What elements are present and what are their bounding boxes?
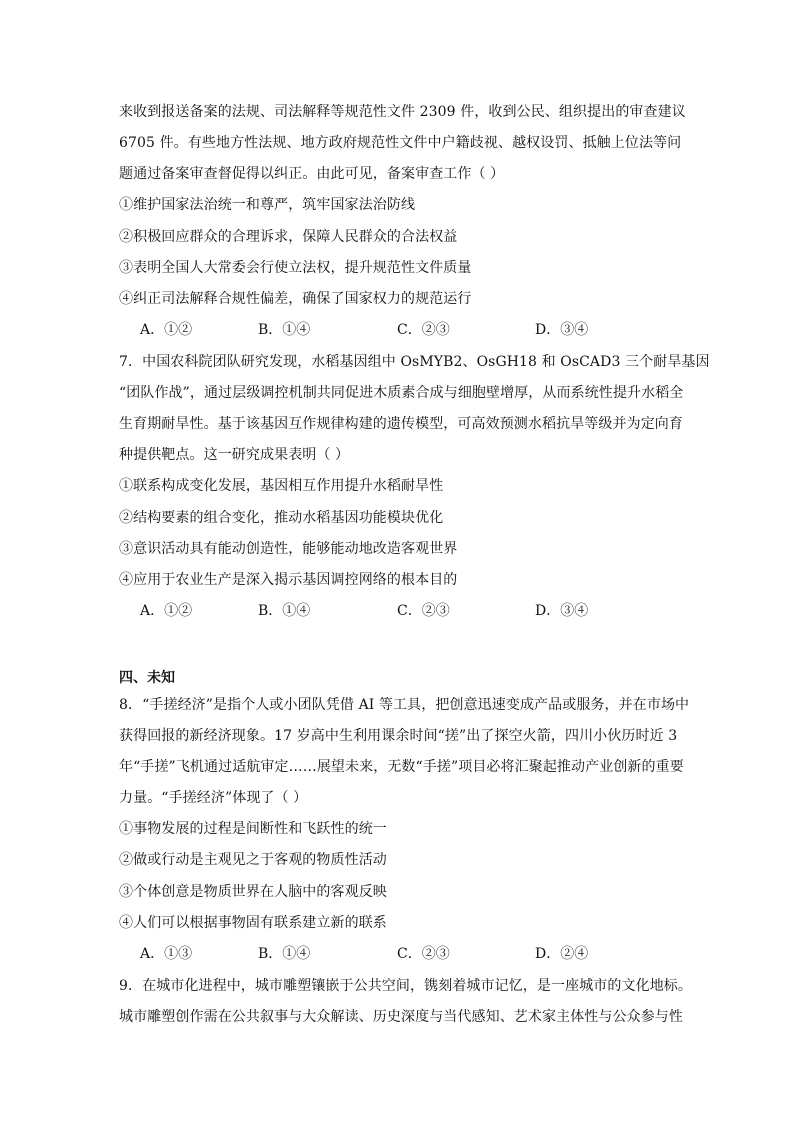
q7-option-d: D．③④ — [535, 603, 589, 619]
q8-stem-line-1: 8．“手搓经济”是指个人或小团队凭借 AI 等工具，把创意迅速变成产品或服务，并在市场中 — [119, 697, 690, 713]
q7-stem-line-3: 生育期耐旱性。基于该基因互作规律构建的遗传模型，可高效预测水稻抗旱等级并为定向育 — [119, 416, 683, 432]
q8-statement-3: ③个体创意是物质世界在人脑中的客观反映 — [119, 884, 387, 900]
q7-stem-line-1: 7．中国农科院团队研究发现，水稻基因组中 OsMYB2、OsGH18 和 OsCAD3 三个耐旱基因 — [119, 354, 710, 370]
q8-statement-1: ①事物发展的过程是间断性和飞跃性的统一 — [119, 821, 387, 837]
q6-statement-1: ①维护国家法治统一和尊严，筑牢国家法治防线 — [119, 197, 416, 213]
q7-option-c: C．②③ — [397, 603, 450, 619]
q7-statement-1: ①联系构成变化发展，基因相互作用提升水稻耐旱性 — [119, 478, 444, 494]
q8-stem-line-2: 获得回报的新经济现象。17 岁高中生利用课余时间“搓”出了探空火箭，四川小伙历时近 3 — [119, 728, 678, 744]
q7-stem-line-4: 种提供靶点。这一研究成果表明（ ） — [119, 447, 350, 463]
q6-statement-2: ②积极回应群众的合理诉求，保障人民群众的合法权益 — [119, 229, 458, 245]
q6-stem-line-3: 题通过备案审查督促得以纠正。由此可见，备案审查工作（ ） — [119, 166, 505, 182]
q6-stem-line-2: 6705 件。有些地方性法规、地方政府规范性文件中户籍歧视、越权设罚、抵触上位法等问 — [119, 135, 682, 151]
q8-option-a: A．①③ — [140, 946, 193, 962]
q7-stem-line-2: “团队作战”，通过层级调控机制共同促进木质素合成与细胞壁增厚，从而系统性提升水稻全 — [119, 385, 684, 401]
q8-option-d: D．②④ — [535, 946, 589, 962]
q6-statement-4: ④纠正司法解释合规性偏差，确保了国家权力的规范运行 — [119, 291, 472, 307]
q7-statement-3: ③意识活动具有能动创造性，能够能动地改造客观世界 — [119, 541, 458, 557]
q6-statement-3: ③表明全国人大常委会行使立法权，提升规范性文件质量 — [119, 260, 472, 276]
q7-option-b: B．①④ — [258, 603, 311, 619]
q6-stem-line-1: 来收到报送备案的法规、司法解释等规范性文件 2309 件，收到公民、组织提出的审查建议 — [119, 104, 686, 120]
q8-statement-2: ②做或行动是主观见之于客观的物质性活动 — [119, 852, 387, 868]
q6-option-c: C．②③ — [397, 322, 450, 338]
q7-statement-2: ②结构要素的组合变化，推动水稻基因功能模块优化 — [119, 510, 444, 526]
q7-statement-4: ④应用于农业生产是深入揭示基因调控网络的根本目的 — [119, 572, 458, 588]
q6-option-a: A．①② — [140, 322, 193, 338]
q8-stem-line-3: 年“手搓”飞机通过适航审定……展望未来，无数“手搓”项目必将汇聚起推动产业创新的重要 — [119, 759, 684, 775]
q9-stem-line-2: 城市雕塑创作需在公共叙事与大众解读、历史深度与当代感知、艺术家主体性与公众参与性 — [119, 1009, 683, 1025]
q8-stem-line-4: 力量。“手搓经济”体现了（ ） — [119, 790, 308, 806]
q6-option-d: D．③④ — [535, 322, 589, 338]
q8-option-b: B．①④ — [258, 946, 311, 962]
q7-option-a: A．①② — [140, 603, 193, 619]
q8-option-c: C．②③ — [397, 946, 450, 962]
q8-statement-4: ④人们可以根据事物固有联系建立新的联系 — [119, 915, 387, 931]
section-heading: 四、未知 — [119, 670, 175, 686]
q9-stem-line-1: 9．在城市化进程中，城市雕塑镶嵌于公共空间，镌刻着城市记忆，是一座城市的文化地标。 — [119, 978, 693, 994]
q6-option-b: B．①④ — [258, 322, 311, 338]
